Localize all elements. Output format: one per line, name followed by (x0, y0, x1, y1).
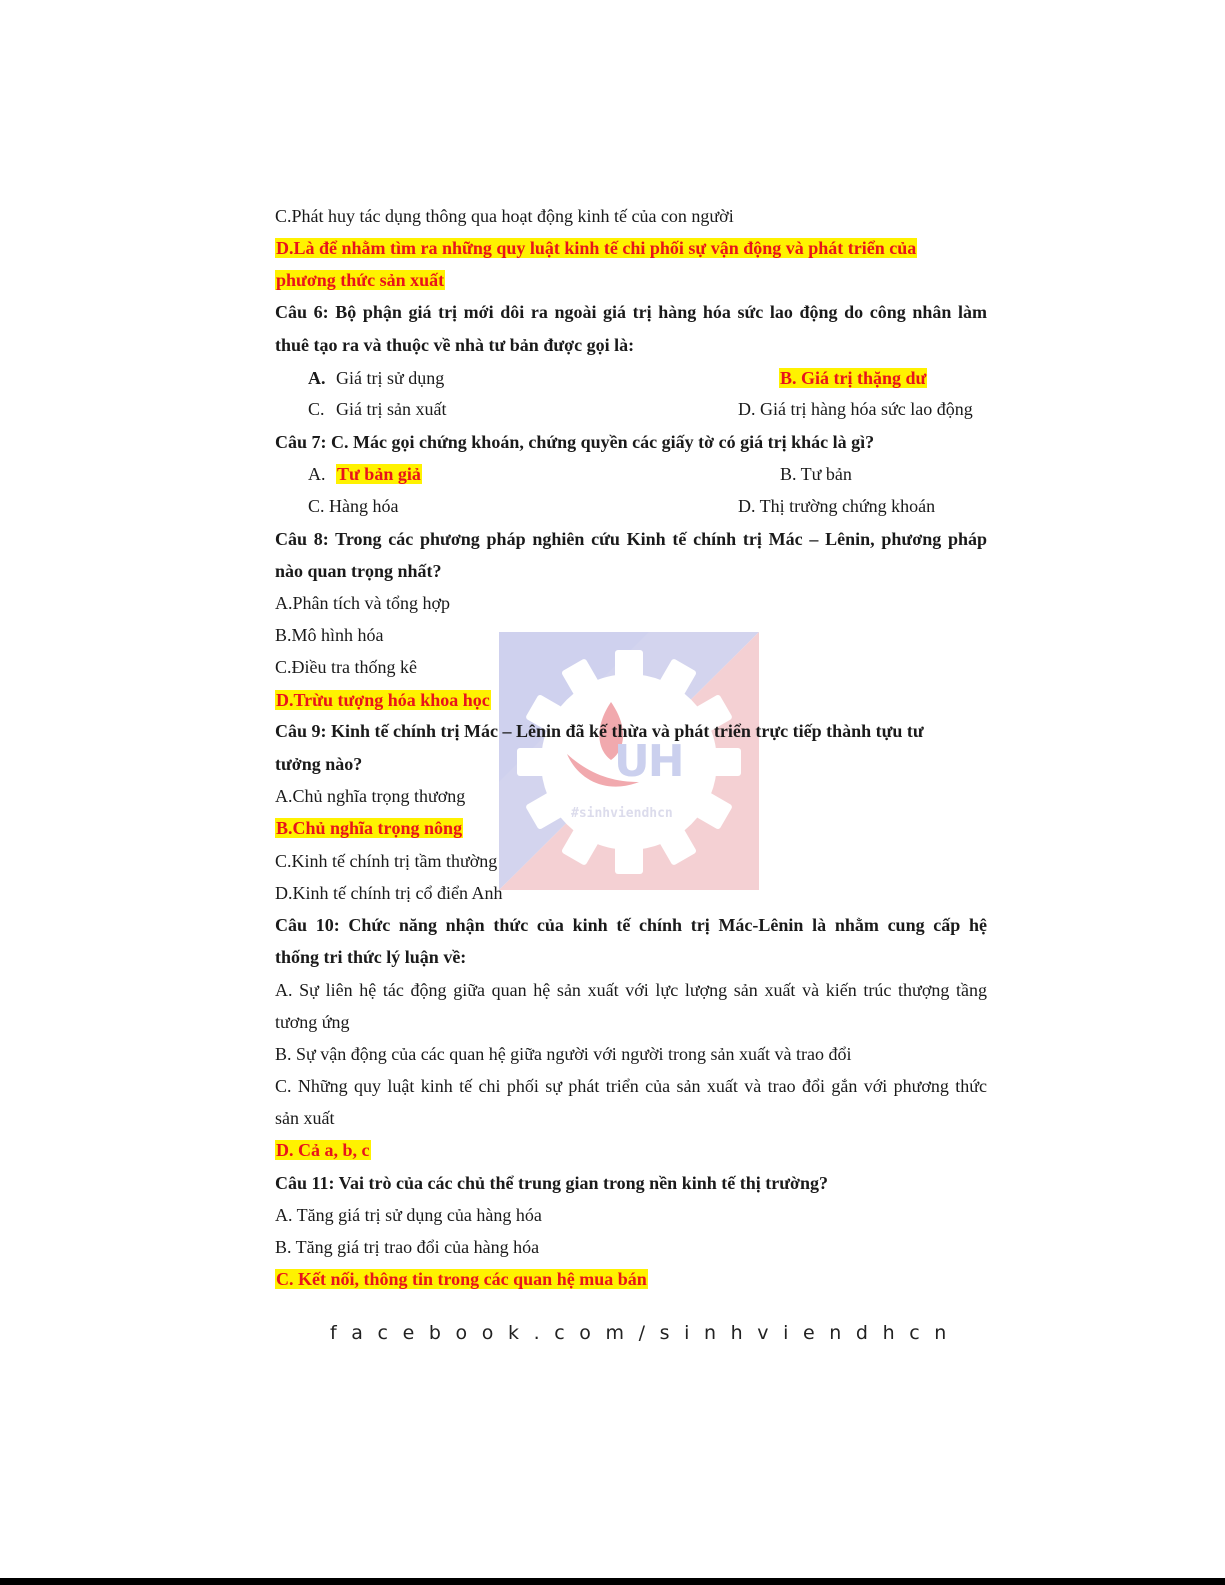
q11-question: Câu 11: Vai trò của các chủ thể trung gian trong nền kinh tế thị trường? (275, 1173, 828, 1193)
q6-option-c-letter: C. (308, 399, 325, 419)
watermark-logo-text: UH (614, 736, 683, 787)
q8-option-a: A.Phân tích và tổng hợp (275, 593, 450, 613)
q9-option-c: C.Kinh tế chính trị tầm thường (275, 851, 498, 871)
q5-option-c: C.Phát huy tác dụng thông qua hoạt động kinh tế của con người (275, 206, 734, 226)
q11-answer-highlight: C. Kết nối, thông tin trong các quan hệ mua bán (276, 1269, 647, 1289)
q6-answer-highlight: B. Giá trị thặng dư (780, 368, 927, 388)
q5-answer-line1 (275, 236, 987, 260)
q7-option-c: C. Hàng hóa (308, 496, 399, 516)
q11-option-b: B. Tăng giá trị trao đổi của hàng hóa (275, 1237, 540, 1257)
q10-option-c-line2: sản xuất (275, 1108, 335, 1128)
q6-option-d: D. Giá trị hàng hóa sức lao động (738, 399, 973, 419)
q7-option-d: D. Thị trường chứng khoán (738, 496, 936, 516)
q10-option-c-line1: C. Những quy luật kinh tế chi phối sự phát triển của sản xuất và trao đổi gắn với phương thức (275, 1076, 987, 1096)
q5-answer-highlight: D.Là để nhằm tìm ra những quy luật kinh tế chi phối sự vận động và phát triển của (276, 238, 917, 258)
q7-question: Câu 7: C. Mác gọi chứng khoán, chứng quyền các giấy tờ có giá trị khác là gì? (275, 432, 875, 452)
q8-option-d (275, 688, 987, 712)
q10-answer-highlight: D. Cả a, b, c (276, 1140, 370, 1160)
q9-question-line1: Câu 9: Kinh tế chính trị Mác – Lênin đã kế thừa và phát triển trực tiếp thành tựu tư (275, 721, 924, 741)
q10-question-line2: thống tri thức lý luận về: (275, 947, 467, 967)
q8-option-c: C.Điều tra thống kê (275, 657, 417, 677)
q8-answer-highlight: D.Trừu tượng hóa khoa học (276, 690, 490, 710)
q7-option-b: B. Tư bản (780, 464, 852, 484)
q6-option-c (308, 397, 446, 421)
q6-option-a-text: Giá trị sử dụng (336, 368, 445, 388)
q8-question-line2: nào quan trọng nhất? (275, 561, 442, 581)
q8-question-line1: Câu 8: Trong các phương pháp nghiên cứu Kinh tế chính trị Mác – Lênin, phương pháp (275, 529, 987, 549)
q8-option-b: B.Mô hình hóa (275, 625, 384, 645)
page-bottom-border (0, 1578, 1225, 1585)
q9-option-b (275, 816, 987, 840)
q10-option-d (275, 1138, 987, 1162)
q10-option-a-line2: tương ứng (275, 1012, 350, 1032)
q11-option-c (275, 1267, 987, 1291)
watermark-hashtag: #sinhviendhcn (571, 806, 673, 821)
q9-option-a: A.Chủ nghĩa trọng thương (275, 786, 466, 806)
q6-question-line2: thuê tạo ra và thuộc về nhà tư bản được gọi là: (275, 335, 635, 355)
q6-option-b (779, 366, 927, 390)
q7-answer-highlight: Tư bản giả (337, 464, 421, 484)
q9-question-line2: tưởng nào? (275, 754, 363, 774)
q11-option-a: A. Tăng giá trị sử dụng của hàng hóa (275, 1205, 542, 1225)
q10-option-a-line1: A. Sự liên hệ tác động giữa quan hệ sản xuất với lực lượng sản xuất và kiến trúc thượng tầng (275, 980, 987, 1000)
q10-question-line1: Câu 10: Chức năng nhận thức của kinh tế chính trị Mác-Lênin là nhằm cung cấp hệ (275, 915, 987, 935)
q6-question-line1: Câu 6: Bộ phận giá trị mới dôi ra ngoài giá trị hàng hóa sức lao động do công nhân làm (275, 302, 987, 322)
q7-option-a-letter: A. (308, 464, 326, 484)
q5-answer-highlight-2: phương thức sản xuất (276, 270, 445, 290)
q5-answer-line2 (275, 268, 987, 292)
q6-option-a (308, 366, 444, 390)
q10-option-b: B. Sự vận động của các quan hệ giữa người với người trong sản xuất và trao đổi (275, 1044, 852, 1064)
q6-option-c-text: Giá trị sản xuất (336, 399, 447, 419)
q9-option-d: D.Kinh tế chính trị cổ điển Anh (275, 883, 503, 903)
q7-option-a (308, 462, 422, 486)
q9-answer-highlight: B.Chủ nghĩa trọng nông (276, 818, 463, 838)
q6-option-a-letter: A. (308, 368, 326, 388)
footer-facebook-link[interactable]: facebook.com/sinhviendhcn (330, 1322, 961, 1344)
